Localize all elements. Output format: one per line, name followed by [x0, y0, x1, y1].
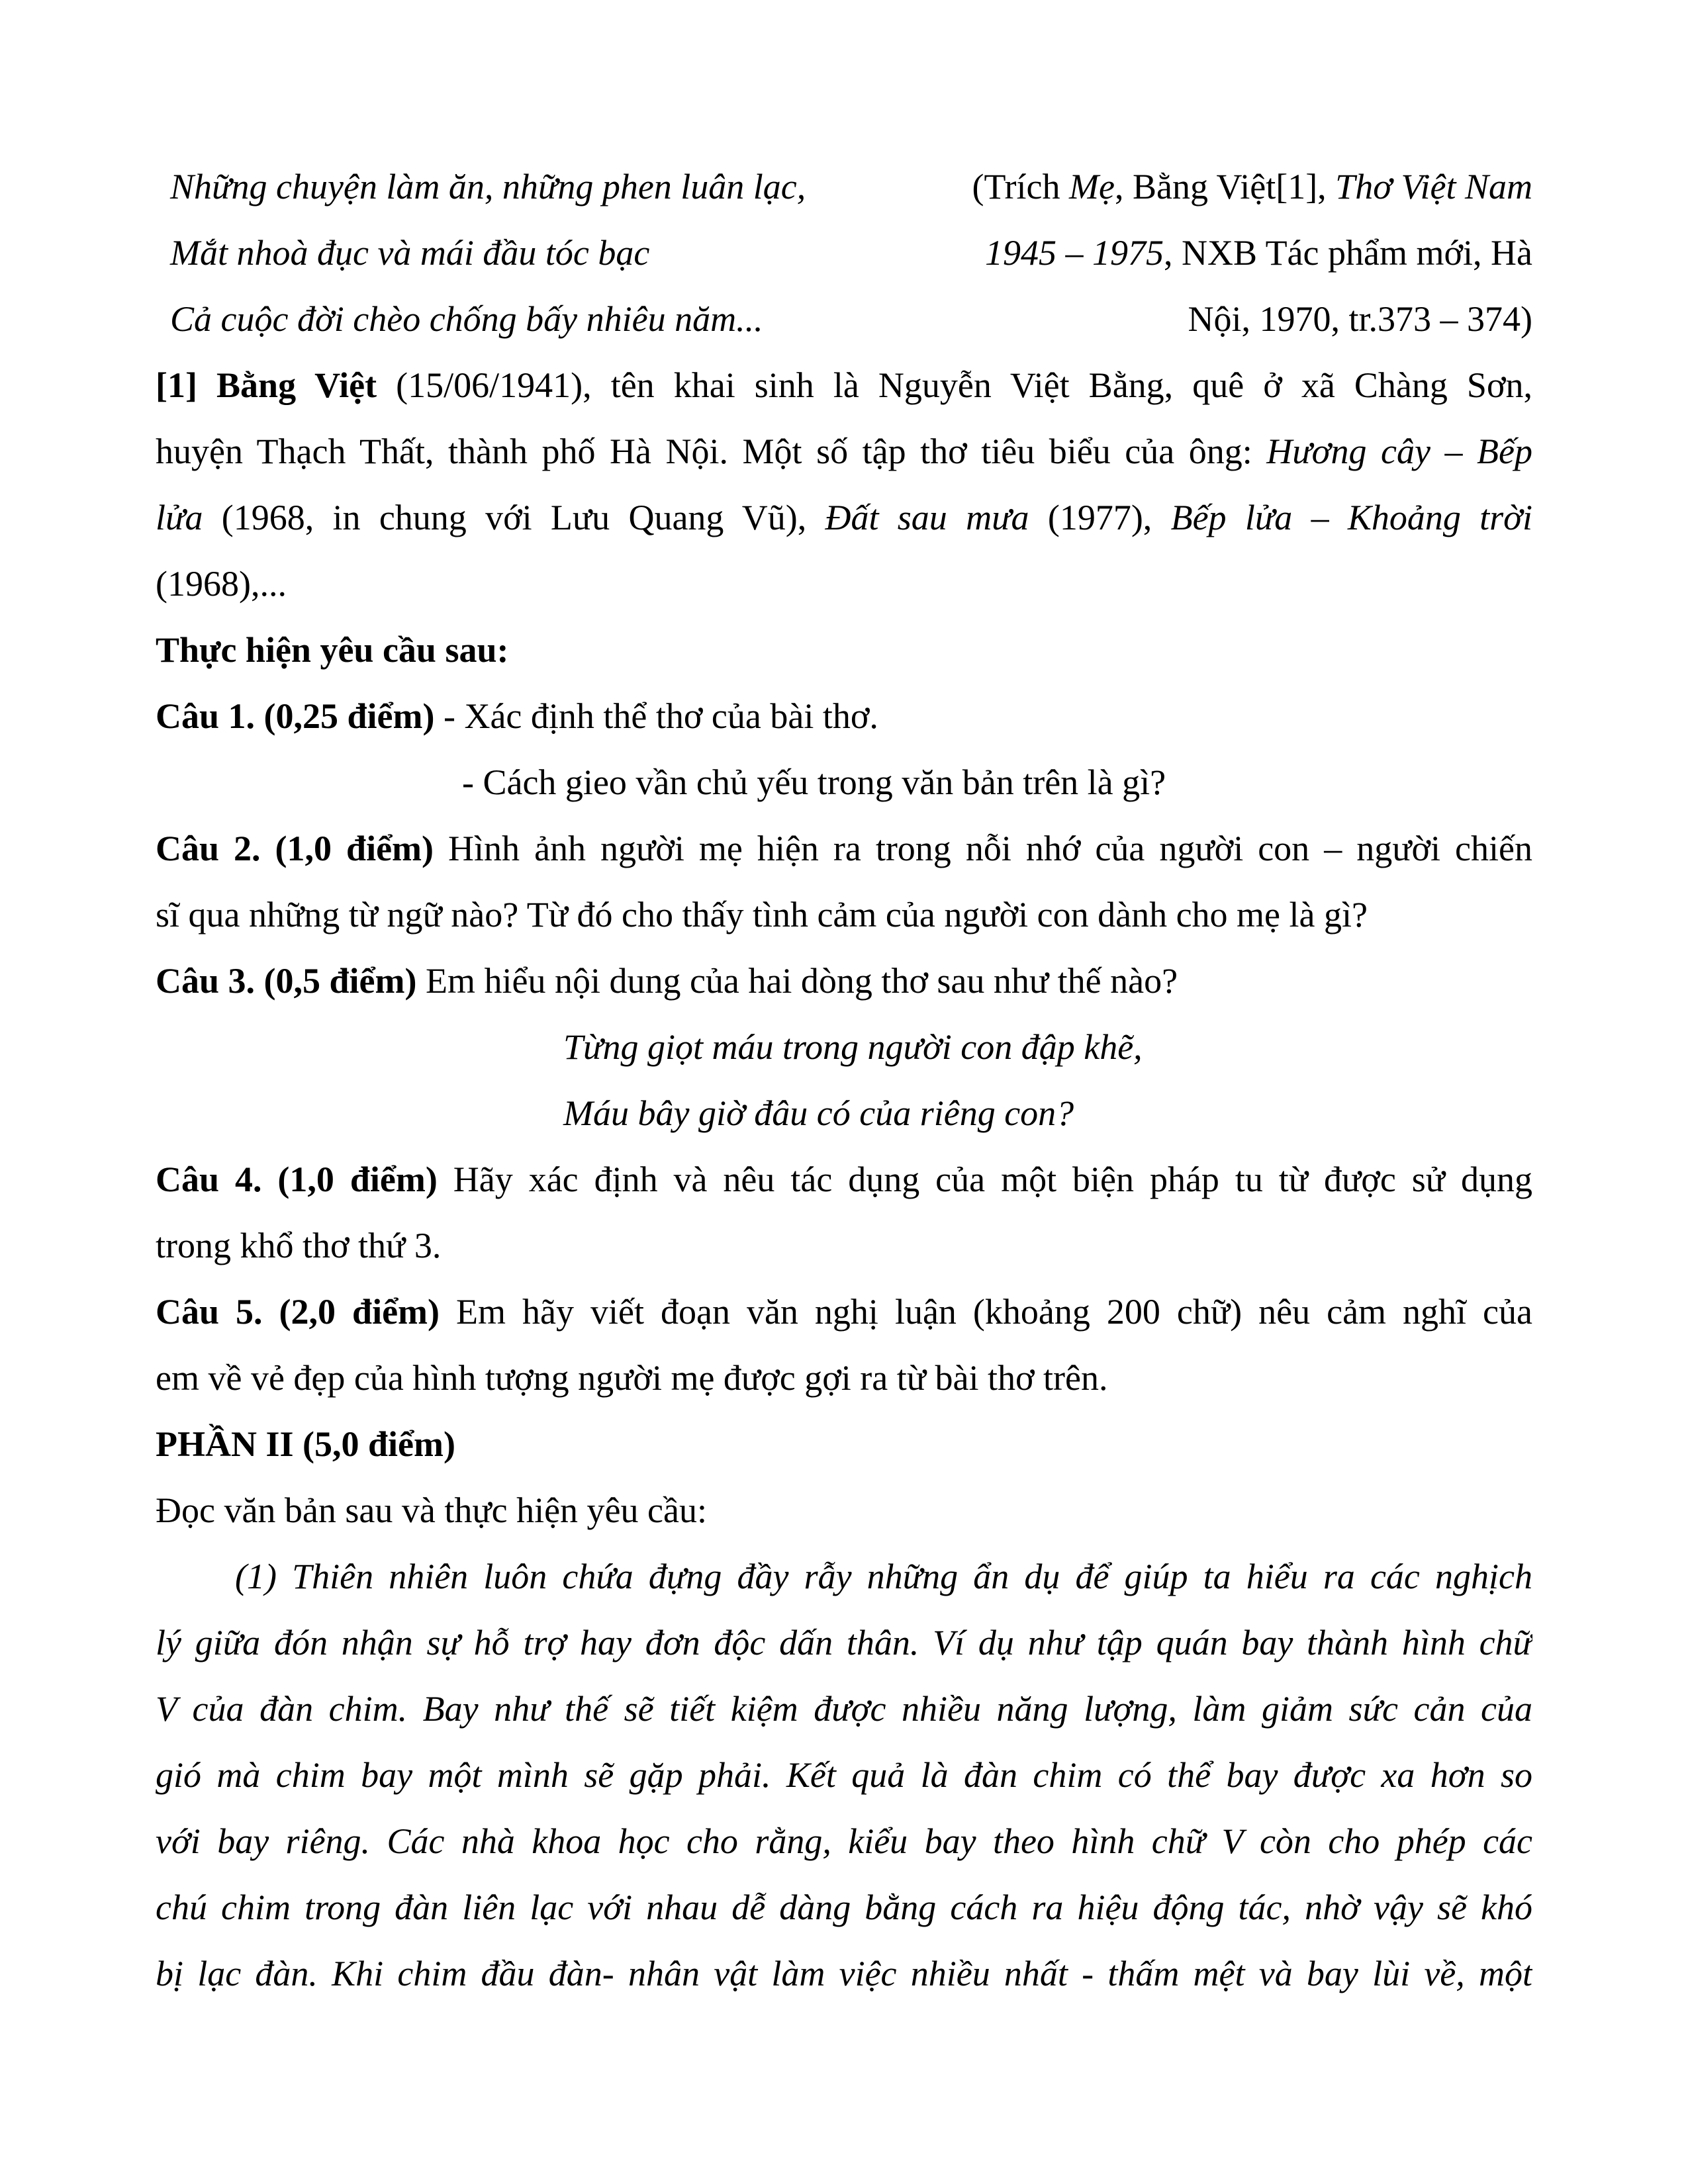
citation-line: (Trích Mẹ, Bằng Việt[1], Thơ Việt Nam — [972, 167, 1532, 206]
passage-line: (1) Thiên nhiên luôn chứa đựng đầy rẫy những ẩn dụ để giúp ta hiểu ra các nghịch — [235, 1557, 1532, 1596]
footnote-line: lửa (1968, in chung với Lưu Quang Vũ), Đất sau mưa (1977), Bếp lửa – Khoảng trời — [156, 498, 1532, 537]
question-5: Câu 5. (2,0 điểm) Em hãy viết đoạn văn nghị luận (khoảng 200 chữ) nêu cảm nghĩ của — [156, 1292, 1532, 1332]
question-1: Câu 1. (0,25 điểm) - Xác định thể thơ của bài thơ. — [156, 696, 878, 736]
question-label: Câu 5. (2,0 điểm) — [156, 1292, 440, 1332]
citation-line: 1945 – 1975, NXB Tác phẩm mới, Hà — [985, 233, 1532, 273]
question-label: Câu 4. (1,0 điểm) — [156, 1160, 438, 1199]
part2-heading: PHẦN II (5,0 điểm) — [156, 1424, 455, 1464]
document-page — [156, 154, 1532, 2007]
passage-line: gió mà chim bay một mình sẽ gặp phải. Kết quả là đàn chim có thể bay được xa hơn so — [156, 1755, 1532, 1795]
passage-line: với bay riêng. Các nhà khoa học cho rằng, kiểu bay theo hình chữ V còn cho phép các — [156, 1821, 1532, 1861]
passage-line: chú chim trong đàn liên lạc với nhau dễ dàng bằng cách ra hiệu động tác, nhờ vậy sẽ khó — [156, 1888, 1532, 1927]
question-2: Câu 2. (1,0 điểm) Hình ảnh người mẹ hiện ra trong nỗi nhớ của người con – người chiến — [156, 829, 1532, 868]
footnote-marker: [1] Bằng Việt — [156, 365, 377, 405]
question-4: Câu 4. (1,0 điểm) Hãy xác định và nêu tác dụng của một biện pháp tu từ được sử dụng — [156, 1160, 1532, 1199]
passage-line: V của đàn chim. Bay như thế sẽ tiết kiệm được nhiều năng lượng, làm giảm sức cản của — [156, 1689, 1532, 1729]
question-label: Câu 1. (0,25 điểm) — [156, 696, 435, 736]
passage-line: lý giữa đón nhận sự hỗ trợ hay đơn độc dấn thân. Ví dụ như tập quán bay thành hình chữ — [156, 1623, 1532, 1662]
footnote-line: huyện Thạch Thất, thành phố Hà Nội. Một số tập thơ tiêu biểu của ông: Hương cây – Bếp — [156, 432, 1532, 471]
question-5-line: em về vẻ đẹp của hình tượng người mẹ được gợi ra từ bài thơ trên. — [156, 1358, 1108, 1398]
footnote-line: (1968),... — [156, 564, 287, 604]
poem-verse: Mắt nhoà đục và mái đầu tóc bạc — [170, 233, 650, 273]
part2-instruction: Đọc văn bản sau và thực hiện yêu cầu: — [156, 1490, 707, 1530]
poem-line — [156, 220, 1532, 286]
footnote-line: [1] Bằng Việt (15/06/1941), tên khai sinh là Nguyễn Việt Bằng, quê ở xã Chàng Sơn, — [156, 365, 1532, 405]
poem-line — [156, 286, 1532, 352]
task-heading: Thực hiện yêu cầu sau: — [156, 630, 509, 670]
question-4-line: trong khổ thơ thứ 3. — [156, 1226, 442, 1265]
quote-line: Từng giọt máu trong người con đập khẽ, — [563, 1027, 1143, 1067]
quote-line: Máu bây giờ đâu có của riêng con? — [563, 1093, 1074, 1133]
poem-verse: Cả cuộc đời chèo chống bấy nhiêu năm... — [170, 299, 763, 339]
question-3: Câu 3. (0,5 điểm) Em hiểu nội dung của hai dòng thơ sau như thế nào? — [156, 961, 1178, 1001]
passage-line: bị lạc đàn. Khi chim đầu đàn- nhân vật làm việc nhiều nhất - thấm mệt và bay lùi về, một — [156, 1954, 1532, 1993]
citation-line: Nội, 1970, tr.373 – 374) — [1188, 299, 1532, 339]
question-2-line: sĩ qua những từ ngữ nào? Từ đó cho thấy tình cảm của người con dành cho mẹ là gì? — [156, 895, 1368, 934]
question-label: Câu 3. (0,5 điểm) — [156, 961, 417, 1001]
question-label: Câu 2. (1,0 điểm) — [156, 829, 434, 868]
poem-verse: Những chuyện làm ăn, những phen luân lạc, — [170, 167, 806, 206]
question-1-line: - Cách gieo vần chủ yếu trong văn bản trên là gì? — [462, 762, 1166, 802]
poem-line — [156, 154, 1532, 220]
